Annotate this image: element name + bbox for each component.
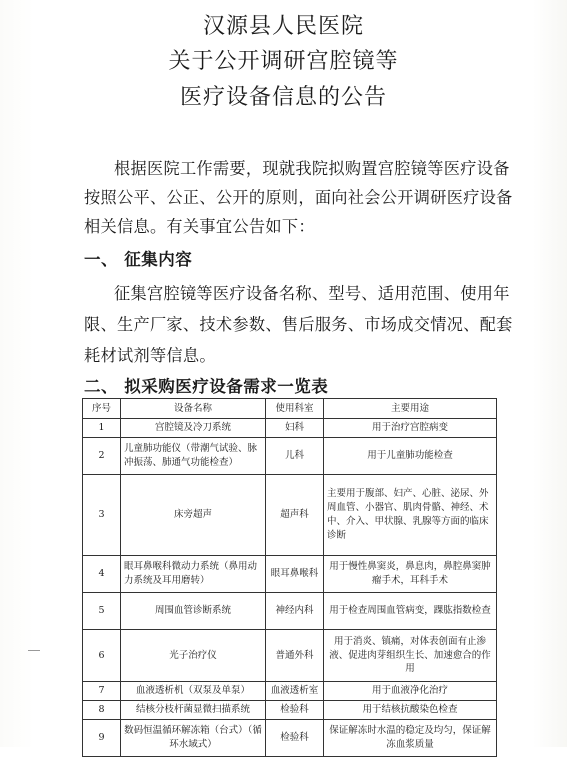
row-index: 2 xyxy=(83,438,121,475)
section-1-heading: 一、 征集内容 xyxy=(84,250,193,269)
row-equipment: 床旁超声 xyxy=(121,475,266,556)
row-index: 1 xyxy=(83,419,121,438)
row-use: 用于治疗宫腔病变 xyxy=(324,419,497,438)
table-row xyxy=(83,438,497,475)
row-equipment: 光子治疗仪 xyxy=(121,630,266,682)
section-1-line-1: 征集宫腔镜等医疗设备名称、型号、适用范围、使用年 xyxy=(114,284,510,303)
row-use: 主要用于腹部、妇产、心脏、泌尿、外周血管、小器官、肌肉骨骼、神经、术中、介入、甲状腺、乳腺等方面的临床诊断 xyxy=(324,475,497,556)
intro-line-2: 按照公平、公正、公开的原则，面向社会公开调研医疗设备 xyxy=(84,188,513,207)
row-use: 用于检查周围血管病变，踝肱指数检查 xyxy=(324,593,497,630)
row-equipment: 宫腔镜及冷刀系统 xyxy=(121,419,266,438)
row-index: 6 xyxy=(83,630,121,682)
row-index: 3 xyxy=(83,475,121,556)
row-equipment: 血液透析机（双泵及单泵） xyxy=(121,682,266,701)
row-index: 8 xyxy=(83,701,121,720)
scan-mark xyxy=(28,650,40,651)
row-department: 超声科 xyxy=(266,475,324,556)
row-department: 儿科 xyxy=(266,438,324,475)
header-index: 序号 xyxy=(83,399,121,419)
header-department: 使用科室 xyxy=(266,399,324,419)
table-row xyxy=(83,720,497,757)
document-title-line-3: 医疗设备信息的公告 xyxy=(179,85,387,110)
row-department: 普通外科 xyxy=(266,630,324,682)
row-department: 检验科 xyxy=(266,720,324,757)
row-department: 眼耳鼻喉科 xyxy=(266,556,324,593)
row-department: 神经内科 xyxy=(266,593,324,630)
row-equipment: 周围血管诊断系统 xyxy=(121,593,266,630)
document-title-line-2: 关于公开调研宫腔镜等 xyxy=(168,49,399,74)
row-department: 妇科 xyxy=(266,419,324,438)
header-main-use: 主要用途 xyxy=(324,399,497,419)
row-use: 用于儿童肺功能检查 xyxy=(324,438,497,475)
row-use: 保证解冻时水温的稳定及均匀，保证解冻血浆质量 xyxy=(324,720,497,757)
header-equipment-name: 设备名称 xyxy=(121,399,266,419)
row-index: 5 xyxy=(83,593,121,630)
row-equipment: 眼耳鼻喉科微动力系统（鼻用动力系统及耳用磨转） xyxy=(121,556,266,593)
row-index: 9 xyxy=(83,720,121,757)
row-equipment: 儿童肺功能仪（带潮气试验、脉冲振荡、肺通气功能检查） xyxy=(121,438,266,475)
table-row xyxy=(83,701,497,720)
row-department: 检验科 xyxy=(266,701,324,720)
section-1-line-2: 限、生产厂家、技术参数、售后服务、市场成交情况、配套 xyxy=(84,315,513,334)
row-use: 用于结核抗酸染色检查 xyxy=(324,701,497,720)
section-1-line-3: 耗材试剂等信息。 xyxy=(84,346,216,365)
document-title-line-1: 汉源县人民医院 xyxy=(202,14,364,39)
section-2-heading: 二、 拟采购医疗设备需求一览表 xyxy=(84,377,329,396)
row-equipment: 数码恒温循环解冻箱（台式）（循环水域式） xyxy=(121,720,266,757)
row-use: 用于血液净化治疗 xyxy=(324,682,497,701)
table-header-row xyxy=(83,399,497,419)
row-department: 血液透析室 xyxy=(266,682,324,701)
row-use: 用于消炎、镇痛，对体表创面有止渗液、促进肉芽组织生长、加速愈合的作用 xyxy=(324,630,497,682)
table-row xyxy=(83,475,497,556)
row-equipment: 结核分枝杆菌显微扫描系统 xyxy=(121,701,266,720)
table-row xyxy=(83,419,497,438)
row-index: 4 xyxy=(83,556,121,593)
table-row xyxy=(83,593,497,630)
intro-line-3: 相关信息。有关事宜公告如下： xyxy=(84,217,315,236)
table-row xyxy=(83,682,497,701)
intro-line-1: 根据医院工作需要，现就我院拟购置宫腔镜等医疗设备 xyxy=(114,159,510,178)
row-index: 7 xyxy=(83,682,121,701)
table-row xyxy=(83,556,497,593)
table-row xyxy=(83,630,497,682)
row-use: 用于慢性鼻窦炎，鼻息肉，鼻腔鼻窦肿瘤手术，耳科手术 xyxy=(324,556,497,593)
equipment-requirements-table xyxy=(82,398,497,757)
